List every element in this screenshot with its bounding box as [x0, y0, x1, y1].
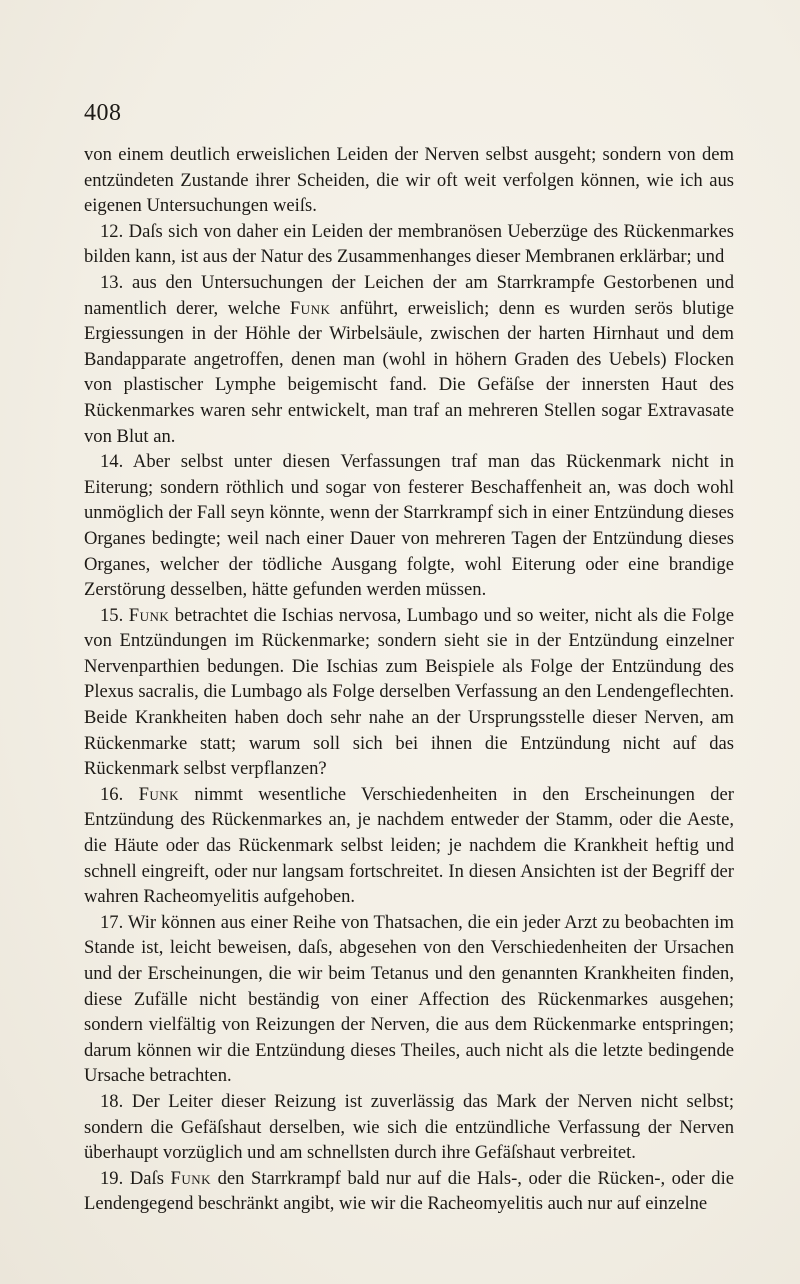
author-name: Funk [170, 1167, 212, 1189]
author-name: Funk [289, 297, 331, 319]
paragraph-number: 17. [100, 911, 124, 933]
paragraph-text: nimmt wesentliche Verschiedenheiten in den Erscheinungen der Entzündung des Rückenmarkes an, je nachdem entweder der Stamm, oder die Aeste, die Häute oder das Rückenmark selbst leiden; je nachdem die Krankheit heftig und schnell eingreift, oder nur langsam fortschreitet. In diesen Ansichten ist der Begriff der wahren Racheomyelitis aufgehoben. [84, 783, 735, 908]
paragraph-text: Wir können aus einer Reihe von Thatsachen, die ein jeder Arzt zu beobachten im Stande ist, leicht beweisen, daſs, abgesehen von den Verschiedenheiten der Ursachen und der Erscheinungen, die wir beim Tetanus und den genannten Krankheiten finden, diese Zufälle nicht beständig von einer Affection des Rückenmarkes ausgehen; sondern vielfältig von Reizungen der Nerven, die aus dem Rückenmarke entspringen; darum können wir die Entzündung dieses Theiles, auch nicht als die letzte bedingende Ursache betrachten. [84, 911, 734, 1087]
paragraph [84, 270, 734, 449]
paragraph-text: Der Leiter dieser Reizung ist zuverlässig das Mark der Nerven nicht selbst; sondern die Gefäſshaut derselben, wie sich die entzündliche Verfassung der Nerven überhaupt vorzüglich und am schnellsten durch ihre Gefäſshaut verbreitet. [84, 1090, 734, 1164]
paragraph [84, 449, 734, 603]
paragraph [84, 782, 734, 910]
paragraph-text: Aber selbst unter diesen Verfassungen traf man das Rückenmark nicht in Eiterung; sondern röthlich und sogar von festerer Beschaffenheit an, was doch wohl unmöglich der Fall seyn könnte, wenn der Starrkrampf sich in einer Entzündung dieses Organes bedingte; weil nach einer Dauer von mehreren Tagen der Entzündung dieses Organes, welcher der tödliche Ausgang folgte, wohl Eiterung oder eine brandige Zerstörung desselben, hätte gefunden werden müssen. [84, 451, 734, 601]
author-name: Funk [128, 604, 170, 626]
paragraph-text: Daſs [129, 1167, 171, 1189]
paragraph [84, 1166, 734, 1217]
paragraph-text: betrachtet die Ischias nervosa, Lumbago und so weiter, nicht als die Folge von Entzündungen im Rückenmarke; sondern sieht sie in der Entzündung einzelner Nervenparthien bedungen. Die Ischias zum Beispiele als Folge der Entzündung des Plexus sacralis, die Lumbago als Folge derselben Verfassung an den Lendengeflechten. Beide Krankheiten haben doch sehr nahe an der Ursprungsstelle dieser Nerven, am Rückenmarke statt; warum soll sich bei ihnen die Entzündung nicht auf das Rückenmark selbst verpflanzen? [84, 604, 735, 780]
paragraph-number: 15. [100, 604, 124, 626]
body-text [84, 142, 734, 1217]
paragraph-number: 12. [100, 220, 124, 242]
paragraph-text: den Starrkrampf bald nur auf die Hals-, oder die Rücken-, oder die Lendengegend beschränkt angibt, wie wir die Racheomyelitis auch nur auf einzelne [84, 1167, 735, 1215]
paragraph [84, 910, 734, 1089]
paragraph-number: 13. [100, 271, 124, 293]
paragraph-number: 14. [100, 451, 124, 473]
page-number: 408 [84, 100, 122, 126]
paragraph [84, 1089, 734, 1166]
paragraph-text: von einem deutlich erweislichen Leiden der Nerven selbst ausgeht; sondern von dem entzündeten Zustande ihrer Scheiden, die wir oft weit verfolgen können, wie ich aus eigenen Untersuchungen weiſs. [84, 144, 734, 217]
paragraph-number: 16. [100, 783, 124, 805]
author-name: Funk [138, 783, 180, 805]
paragraph [84, 603, 734, 782]
paragraph-text: aus den Untersuchungen der Leichen der am Starrkrampfe Gestorbenen und namentlich derer, welche [84, 271, 734, 319]
paragraph-text: anführt, erweislich; denn es wurden serös blutige Ergiessungen in der Höhle der Wirbelsäule, zwischen der harten Hirnhaut und dem Bandapparate angetroffen, denen man (wohl in höhern Graden des Uebels) Flocken von plastischer Lymphe beigemischt fand. Die Gefäſse der innersten Haut des Rückenmarkes waren sehr entwickelt, man traf an mehreren Stellen sogar Extravasate von Blut an. [84, 297, 734, 447]
paragraph [84, 219, 734, 270]
paragraph-number: 19. [100, 1167, 124, 1189]
paragraph-text: Daſs sich von daher ein Leiden der membranösen Ueberzüge des Rückenmarkes bilden kann, ist aus der Natur des Zusammenhanges dieser Membranen erklärbar; und [84, 220, 734, 268]
paragraph [84, 142, 734, 219]
paragraph-number: 18. [100, 1090, 124, 1112]
